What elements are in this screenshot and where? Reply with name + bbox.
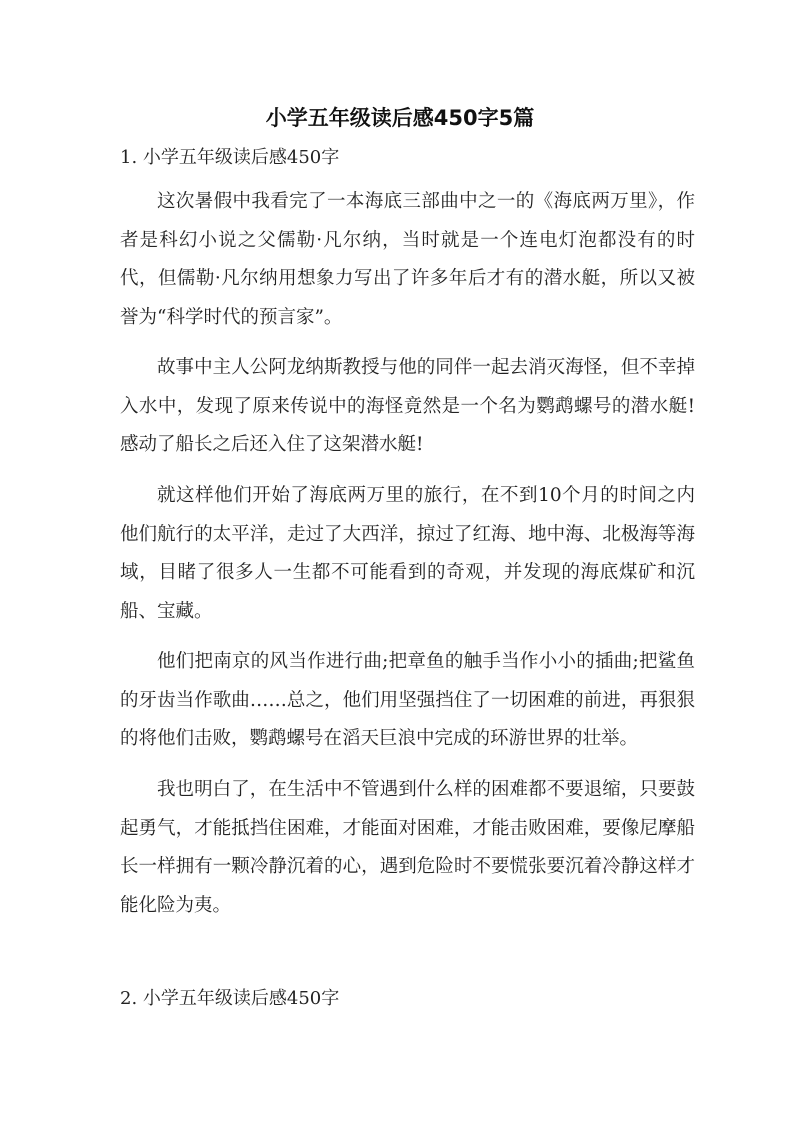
paragraph-5: 我也明白了，在生活中不管遇到什么样的困难都不要退缩，只要鼓起勇气，才能抵挡住困难，才能面对困难，才能击败困难，要像尼摩船长一样拥有一颗冷静沉着的心，遇到危险时不要慌张要沉着冷静这样才能化险为夷。 <box>120 779 695 916</box>
paragraph-2: 故事中主人公阿龙纳斯教授与他的同伴一起去消灭海怪，但不幸掉入水中，发现了原来传说中的海怪竟然是一个名为鹦鹉螺号的潜水艇!感动了船长之后还入住了这架潜水艇! <box>120 357 695 455</box>
document-title: 小学五年级读后感450字5篇 <box>265 106 535 130</box>
paragraph-1: 这次暑假中我看完了一本海底三部曲中之一的《海底两万里》，作者是科幻小说之父儒勒·凡尔纳，当时就是一个连电灯泡都没有的时代，但儒勒·凡尔纳用想象力写出了许多年后才有的潜水艇，所以又被誉为“科学时代的预言家”。 <box>120 191 695 328</box>
paragraph-4: 他们把南京的风当作进行曲;把章鱼的触手当作小小的插曲;把鲨鱼的牙齿当作歌曲……总之，他们用坚强挡住了一切困难的前进，再狠狠的将他们击败，鹦鹉螺号在滔天巨浪中完成的环游世界的壮举。 <box>120 651 695 749</box>
paragraph-3: 就这样他们开始了海底两万里的旅行，在不到10个月的时间之内他们航行的太平洋，走过了大西洋，掠过了红海、地中海、北极海等海域，目睹了很多人一生都不可能看到的奇观，并发现的海底煤矿和沉船、宝藏。 <box>120 485 695 622</box>
section-heading-2: 2. 小学五年级读后感450字 <box>120 988 340 1009</box>
section-heading-1: 1. 小学五年级读后感450字 <box>120 147 340 168</box>
